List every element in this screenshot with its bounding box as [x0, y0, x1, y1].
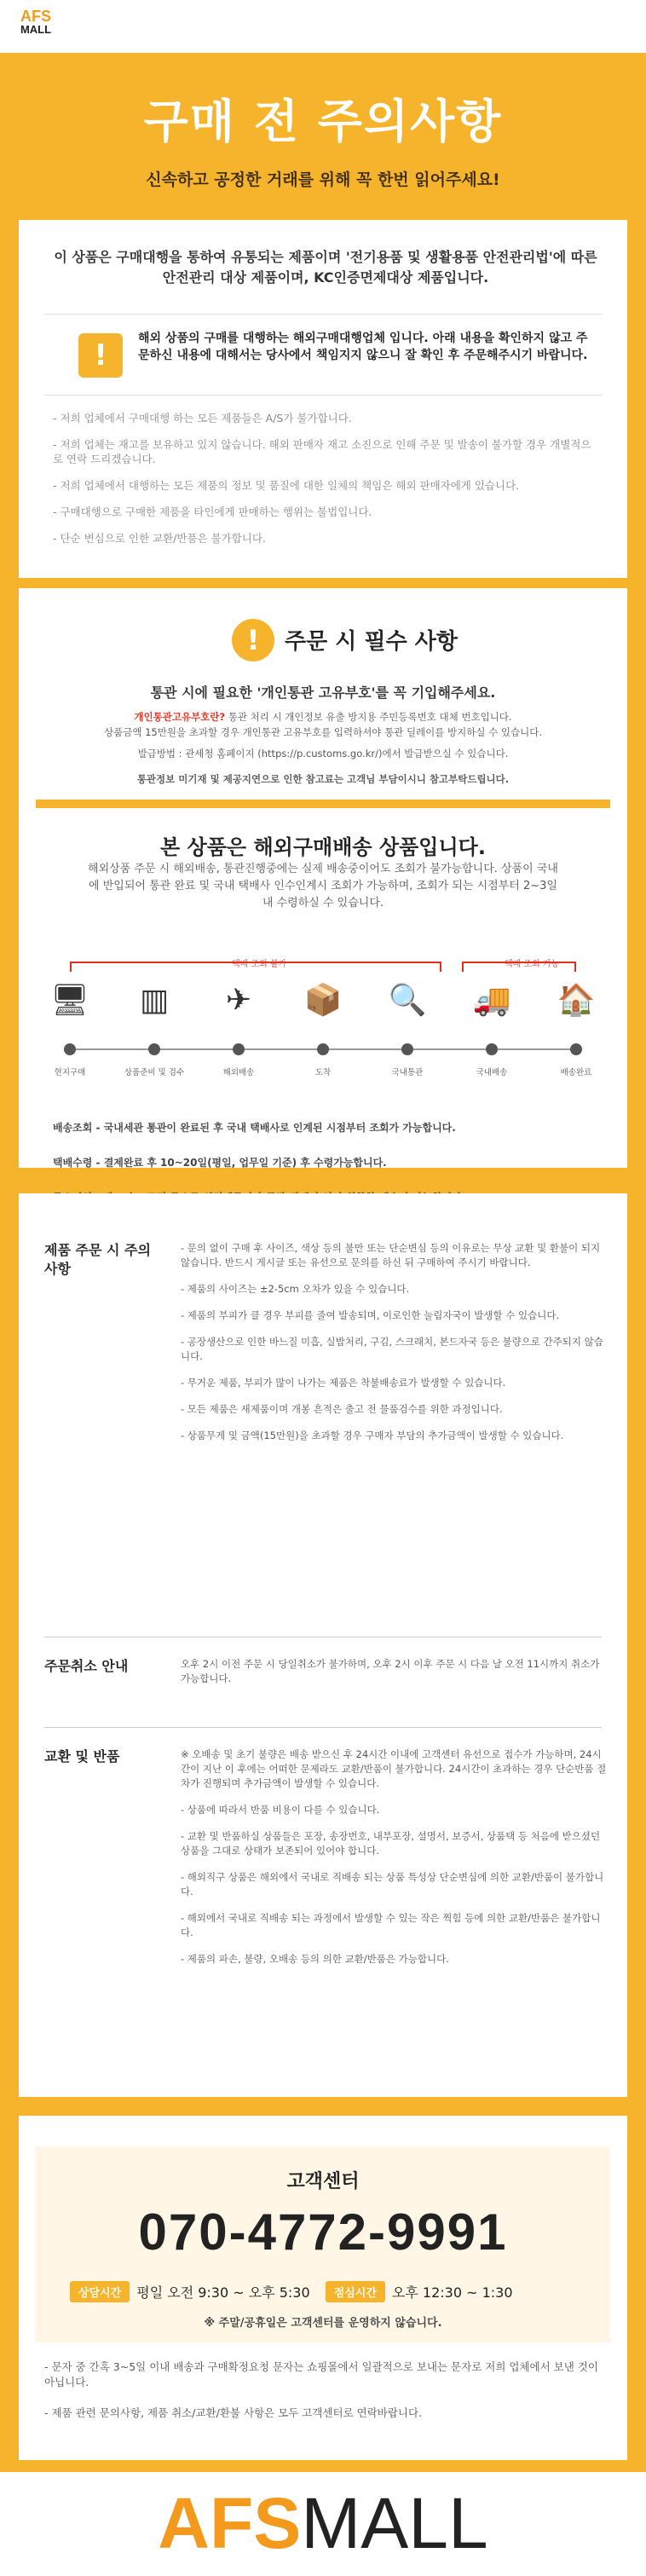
bracket-available-label: 택배 조회 가능: [505, 960, 560, 969]
step-label: 배송완료: [560, 1068, 592, 1077]
policy-card: [19, 1193, 627, 2097]
bracket-unavailable-label: 택배 조회 불가: [232, 960, 287, 969]
list-item: ※ 오배송 및 초기 불량은 배송 받으신 후 24시간 이내에 고객센터 유선으로 접수가 가능하며, 24시간이 지난 이 후에는 어떠한 문제라도 교환/반품이 불가합니다. 24시간이 초과하는 경우 단순반품 절차가 진행되며 추가금액이 발생할 수 있습니다.: [181, 1748, 607, 1789]
step-label: 도착: [314, 1068, 332, 1077]
hours-row: [70, 2281, 581, 2302]
page-subtitle: 신속하고 공정한 거래를 위해 꼭 한번 읽어주세요!: [146, 170, 500, 189]
house-icon: 🏠: [557, 983, 596, 1018]
contact-card: [19, 2116, 627, 2460]
exchange-body: [181, 1747, 607, 1978]
hours-text: 평일 오전 9:30 ~ 오후 5:30: [136, 2284, 310, 2301]
required-detail: [53, 709, 593, 740]
notice-lead: 이 상품은 구매대행을 통하여 유통되는 제품이며 '전기용품 및 생활용품 안전관리법'에 따른 안전관리 대상 제품이며, KC인증면제대상 제품입니다.: [54, 249, 597, 286]
list-item: - 해외에서 국내로 직배송 되는 과정에서 발생할 수 있는 작은 찍힘 등에 의한 교환/반품은 불가합니다.: [181, 1912, 601, 1938]
cancel-body: [181, 1657, 607, 1698]
timeline-dot: [401, 1043, 413, 1055]
customs-code-desc: 통관 처리 시 개인정보 유출 방지용 주민등록번호 대체 번호입니다.: [225, 711, 512, 723]
box-icon: 📦: [303, 983, 343, 1018]
step-label: 국내통관: [391, 1068, 424, 1077]
logo-part2: MALL: [20, 23, 52, 36]
customs-code-question: 개인통관고유부호란?: [134, 711, 226, 723]
list-item: - 무거운 제품, 부피가 많이 나가는 제품은 착불배송료가 발생할 수 있습니다.: [181, 1377, 506, 1389]
list-item: - 상품에 따라서 반품 비용이 다를 수 있습니다.: [181, 1804, 380, 1816]
list-item: - 저희 업체는 재고를 보유하고 있지 않습니다. 해외 판매자 재고 소진으로 인해 주문 및 발송이 불가할 경우 개별적으로 연락 드리겠습니다.: [53, 438, 591, 465]
shipping-info-item: 택배수령 - 결제완료 후 10~20일(평일, 업무일 기준) 후 수령가능합니다.: [53, 1157, 387, 1169]
list-item: - 모든 제품은 새제품이며 개봉 흔적은 출고 전 물품검수를 위한 과정입니다.: [181, 1403, 503, 1415]
timeline-dot: [317, 1043, 329, 1055]
timeline-dot: [233, 1043, 245, 1055]
timeline-dot: [148, 1043, 160, 1055]
brand-logo-small: [10, 9, 61, 35]
truck-icon: 🚚: [472, 983, 511, 1018]
list-item: - 구매대행으로 구매한 제품을 타인에게 판매하는 행위는 불법입니다.: [53, 505, 372, 518]
list-item: - 해외직구 상품은 해외에서 국내로 직배송 되는 상품 특성상 단순변심에 의한 교환/반품이 불가합니다.: [181, 1871, 604, 1897]
list-item: - 교환 및 반품하실 상품들은 포장, 송장번호, 내부포장, 설명서, 보증서, 상품택 등 처음에 받으셨던 상품을 그대로 상태가 보존되어 있어야 합니다.: [181, 1830, 601, 1857]
footer-bar: [0, 2472, 646, 2576]
lunch-text: 오후 12:30 ~ 1:30: [391, 2284, 513, 2301]
shipping-info-item: 배송조회 - 국내세관 통관이 완료된 후 국내 택배사로 인계된 시점부터 조회가 가능합니다.: [53, 1122, 456, 1134]
required-lead: 통관 시에 필요한 '개인통관 고유부호'를 꼭 기입해주세요.: [150, 684, 496, 701]
holiday-note: ※ 주말/공휴일은 고객센터를 운영하지 않습니다.: [204, 2317, 442, 2330]
logo-part1: AFS: [20, 8, 51, 25]
list-item: - 제품의 파손, 불량, 오배송 등의 의한 교환/반품은 가능합니다.: [181, 1953, 449, 1965]
required-note: 통관정보 미기재 및 제공지연으로 인한 참고료는 고객님 부담이시니 참고부탁드립니다.: [136, 773, 510, 785]
required-card: [19, 588, 627, 1168]
step-label: 해외배송: [222, 1068, 255, 1077]
document-search-icon: 🔍: [388, 983, 427, 1018]
brand-logo-large: [0, 2481, 646, 2566]
exclamation-icon: !: [78, 333, 123, 378]
step-label: 상품준비 및 검수: [124, 1068, 185, 1077]
logo-part2: MALL: [301, 2483, 488, 2563]
list-item: - 상품무게 및 금액(15만원)을 초과할 경우 구매자 부담의 추가금액이 발생할 수 있습니다.: [181, 1430, 564, 1441]
notice-card: [19, 220, 627, 578]
list-item: - 저희 업체에서 구매대행 하는 모든 제품들은 A/S가 불가합니다.: [53, 412, 352, 425]
customer-center-title: 고객센터: [286, 2171, 360, 2192]
step-label: 국내배송: [476, 1068, 508, 1077]
timeline-dot: [486, 1043, 498, 1055]
customer-center-box: [36, 2146, 610, 2342]
list-item: - 단순 변심으로 인한 교환/반품은 불가합니다.: [53, 532, 266, 545]
bracket-unavailable: [70, 962, 441, 972]
barcode-icon: ▥: [139, 983, 169, 1018]
warning-row: [44, 314, 602, 396]
notice-list: [53, 411, 598, 557]
list-item: - 저희 업체에서 대행하는 모든 제품의 정보 및 품질에 대한 일체의 책임은 해외 판매자에게 있습니다.: [53, 479, 520, 492]
order-body: [181, 1241, 607, 1455]
logo-part1: AFS: [158, 2483, 302, 2563]
monitor-icon: 🖥: [50, 983, 89, 1018]
required-title: 주문 시 필수 사항: [285, 629, 458, 655]
top-bar: [0, 0, 646, 53]
lunch-badge: 점심시간: [326, 2281, 385, 2302]
shipping-title: 본 상품은 해외구매배송 상품입니다.: [160, 835, 486, 859]
list-item: - 제품의 부피가 클 경우 부피를 줄여 발송되며, 이로인한 눌림자국이 발생할 수 있습니다.: [181, 1309, 560, 1321]
bracket-available: [462, 962, 576, 972]
list-item: - 제품 관련 문의사항, 제품 취소/교환/환불 사항은 모두 고객센터로 연락바랍니다.: [44, 2406, 423, 2419]
shipping-lead: 해외상품 주문 시 해외배송, 통관진행중에는 실제 배송중이어도 조회가 불가능합니다. 상품이 국내에 반입되어 통관 완료 및 국내 택배사 인수인계시 조회가 가능하며, 조회가 되는 시점부터 2~3일 내 수령하실 수 있습니다.: [88, 863, 558, 910]
hours-badge: 상담시간: [70, 2281, 130, 2302]
exchange-heading: 교환 및 반품: [44, 1748, 120, 1765]
timeline-dot: [570, 1043, 582, 1055]
step-label: 현지구매: [54, 1068, 86, 1077]
divider: [36, 800, 610, 808]
exclamation-circle-icon: !: [232, 619, 274, 661]
shipping-icons: [43, 977, 605, 1028]
airplane-icon: ✈: [225, 983, 252, 1018]
cancel-heading: 주문취소 안내: [44, 1658, 129, 1674]
list-item: - 공장생산으로 인한 바느질 미흡, 실밥처리, 구김, 스크래치, 본드자국 등은 불량으로 간주되지 않습니다.: [181, 1336, 603, 1362]
list-item: - 문자 중 간혹 3~5일 이내 배송과 구매확정요청 문자는 쇼핑몰에서 일괄적으로 보내는 문자로 저희 업체에서 보낸 것이 아닙니다.: [44, 2360, 598, 2388]
issue-method: 발급방법 : 관세청 홈페이지 (https://p.customs.go.kr/)에서 발급받으실 수 있습니다.: [137, 748, 509, 760]
list-item: - 제품의 사이즈는 ±2-5cm 오차가 있을 수 있습니다.: [181, 1283, 410, 1295]
divider: [44, 1727, 602, 1728]
list-item: 오후 2시 이전 주문 시 당일취소가 불가하며, 오후 2시 이후 주문 시 다음 날 오전 11시까지 취소가 가능합니다.: [181, 1658, 600, 1684]
list-item: - 문의 없이 구매 후 사이즈, 색상 등의 불만 또는 단순변심 등의 이유로는 무상 교환 및 환불이 되지 않습니다. 반드시 게시글 또는 유선으로 문의를 하신 뒤 구매하여 주시기 바랍니다.: [181, 1242, 601, 1268]
warning-text: 해외 상품의 구매를 대행하는 해외구매대행업체 입니다. 아래 내용을 확인하지 않고 주문하신 내용에 대해서는 당사에서 책임지지 않으니 잘 확인 후 주문해주시기 바랍니다.: [138, 332, 588, 362]
order-heading: 제품 주문 시 주의사항: [44, 1242, 151, 1277]
timeline-dot: [64, 1043, 76, 1055]
contact-list: [44, 2359, 602, 2436]
phone-number[interactable]: 070-4772-9991: [138, 2203, 508, 2261]
customs-code-threshold: 상품금액 15만원을 초과할 경우 개인통관 고유부호를 입력하셔야 통관 딜레이를 방지하실 수 있습니다.: [104, 726, 542, 738]
page-title: 구매 전 주의사항: [143, 95, 503, 148]
